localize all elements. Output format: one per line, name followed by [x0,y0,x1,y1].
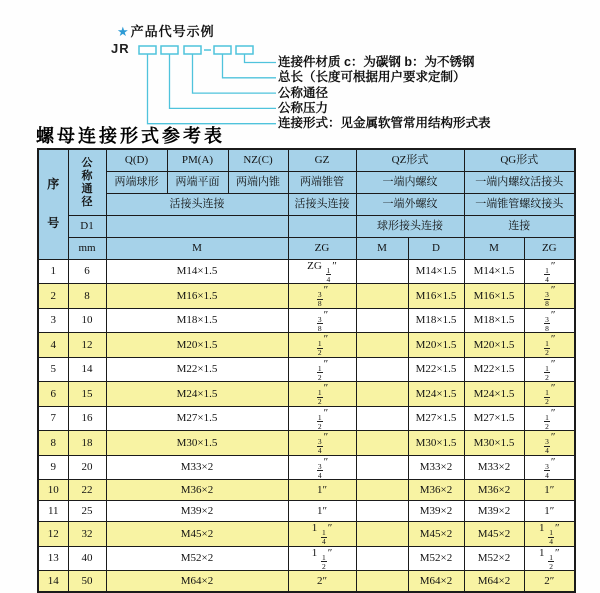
cell-qg-zg: $\frac{3}{8}$ ″ [524,284,575,309]
cell-no: 12 [38,522,68,547]
header-row-connection [38,193,575,215]
cell-qg-m: M30×1.5 [464,431,524,456]
code-prefix: JR [111,41,130,56]
header-row-d1 [38,215,575,237]
cell-dn: 8 [68,284,106,309]
cell-m: M45×2 [106,522,288,547]
table-row [38,431,575,456]
cell-m: M22×1.5 [106,357,288,382]
table-row [38,308,575,333]
connector-line [193,54,277,93]
connector-line [170,54,277,108]
subtype-qg: 一端内螺纹活接头 [464,171,575,193]
cell-no: 2 [38,284,68,309]
cell-m: M33×2 [106,455,288,480]
cell-qz-m [356,259,408,284]
diagram-label: 公称通径 [278,85,329,100]
cell-no: 11 [38,501,68,522]
connector-line [245,54,277,63]
cell-m: M16×1.5 [106,284,288,309]
cell-no: 4 [38,333,68,358]
table-row [38,333,575,358]
col-header-pma: PM(A) [167,149,228,171]
cell-gz: 1 $\frac{1}{4}$ ″ [288,522,356,547]
table-row [38,382,575,407]
cell-qz-m [356,382,408,407]
col-header-qg: QG形式 [464,149,575,171]
cell-qg-zg: $\frac{1}{4}$ ″ [524,259,575,284]
cell-dn: 32 [68,522,106,547]
cell-qz-d: M18×1.5 [408,308,464,333]
cell-no: 7 [38,406,68,431]
cell-qg-m: M52×2 [464,546,524,571]
cell-qg-zg: 2″ [524,571,575,592]
cell-no: 6 [38,382,68,407]
dn-vertical-label: 公 称 通 径 [81,156,93,208]
cell-no: 1 [38,259,68,284]
table-row [38,455,575,480]
subtype-qd: 两端球形 [106,171,167,193]
cell-gz: $\frac{1}{2}$ ″ [288,382,356,407]
cell-qz-d: M33×2 [408,455,464,480]
connection-union-left: 活接头连接 [106,193,288,215]
cell-qg-zg: $\frac{1}{2}$ ″ [524,406,575,431]
cell-qg-zg: $\frac{3}{4}$ ″ [524,431,575,456]
cell-qg-zg: $\frac{1}{2}$ ″ [524,333,575,358]
cell-m: M30×1.5 [106,431,288,456]
cell-qz-d: M20×1.5 [408,333,464,358]
connector-line [148,54,277,124]
cell-qg-zg: $\frac{1}{2}$ ″ [524,382,575,407]
cell-qg-m: M27×1.5 [464,406,524,431]
cell-qg-m: M14×1.5 [464,259,524,284]
cell-qz-d: M16×1.5 [408,284,464,309]
cell-gz: $\frac{1}{2}$ ″ [288,406,356,431]
cell-no: 13 [38,546,68,571]
cell-qg-zg: 1 $\frac{1}{2}$ ″ [524,546,575,571]
cell-qg-m: M64×2 [464,571,524,592]
cell-qg-m: M20×1.5 [464,333,524,358]
cell-m: M18×1.5 [106,308,288,333]
ball-joint-connection: 球形接头连接 [356,215,464,237]
connection-label: 连接 [464,215,575,237]
thread-qg-zg: ZG [524,237,575,259]
code-field-box [161,46,178,54]
code-field-box [139,46,156,54]
cell-qg-zg: $\frac{3}{8}$ ″ [524,308,575,333]
d1-empty-gz [288,215,356,237]
col-header-dn [68,149,106,215]
header-row-types [38,149,575,171]
cell-gz: $\frac{3}{8}$ ″ [288,308,356,333]
cell-qz-m [356,406,408,431]
cell-qg-zg: 1 $\frac{1}{4}$ ″ [524,522,575,547]
cell-qg-m: M16×1.5 [464,284,524,309]
cell-qg-m: M22×1.5 [464,357,524,382]
cell-gz: $\frac{3}{8}$ ″ [288,284,356,309]
code-field-box [236,46,253,54]
cell-qg-zg: 1″ [524,501,575,522]
cell-gz: $\frac{1}{2}$ ″ [288,357,356,382]
connection-qz-external: 一端外螺纹 [356,193,464,215]
cell-qz-m [356,522,408,547]
cell-qg-zg: $\frac{3}{4}$ ″ [524,455,575,480]
cell-dn: 40 [68,546,106,571]
cell-no: 3 [38,308,68,333]
cell-gz: 1″ [288,480,356,501]
col-header-nzc: NZ(C) [228,149,288,171]
cell-dn: 10 [68,308,106,333]
cell-qz-m [356,357,408,382]
cell-qz-d: M30×1.5 [408,431,464,456]
thread-qz-d: D [408,237,464,259]
table-body [38,259,575,592]
cell-qg-m: M39×2 [464,501,524,522]
cell-qg-zg: $\frac{1}{2}$ ″ [524,357,575,382]
subtype-pma: 两端平面 [167,171,228,193]
cell-qz-d: M39×2 [408,501,464,522]
diagram-label: 连接件材质 c：为碳钢 b：为不锈钢 [278,55,475,69]
cell-qz-d: M27×1.5 [408,406,464,431]
cell-qz-m [356,308,408,333]
cell-gz: $\frac{3}{4}$ ″ [288,431,356,456]
col-header-qz: QZ形式 [356,149,464,171]
cell-qz-m [356,333,408,358]
connection-qg-taper: 一端锥管螺纹接头 [464,193,575,215]
table-row [38,259,575,284]
cell-qz-d: M24×1.5 [408,382,464,407]
subtype-gz: 两端锥管 [288,171,356,193]
code-field-box [184,46,201,54]
header-row-units [38,237,575,259]
cell-dn: 16 [68,406,106,431]
col-header-qd: Q(D) [106,149,167,171]
cell-qz-d: M52×2 [408,546,464,571]
table-row [38,522,575,547]
thread-m: M [106,237,288,259]
cell-m: M24×1.5 [106,382,288,407]
thread-zg: ZG [288,237,356,259]
cell-no: 14 [38,571,68,592]
cell-gz: 1 $\frac{1}{2}$ ″ [288,546,356,571]
cell-qz-m [356,571,408,592]
product-code-example-title [117,21,215,40]
cell-dn: 6 [68,259,106,284]
col-header-gz: GZ [288,149,356,171]
cell-qz-d: M14×1.5 [408,259,464,284]
cell-qz-m [356,431,408,456]
thread-qz-m: M [356,237,408,259]
cell-gz: 2″ [288,571,356,592]
cell-qg-m: M45×2 [464,522,524,547]
cell-qg-m: M33×2 [464,455,524,480]
cell-dn: 15 [68,382,106,407]
cell-qg-m: M24×1.5 [464,382,524,407]
cell-gz: $\frac{3}{4}$ ″ [288,455,356,480]
d1-empty-left [106,215,288,237]
cell-m: M64×2 [106,571,288,592]
diagram-label: 总长（长度可根据用户要求定制） [278,70,466,85]
cell-no: 9 [38,455,68,480]
subtype-nzc: 两端内锥 [228,171,288,193]
col-header-seq [38,149,68,259]
cell-qz-d: M45×2 [408,522,464,547]
connector-line [223,54,277,78]
cell-qz-d: M64×2 [408,571,464,592]
diagram-label: 公称压力 [278,100,329,115]
cell-m: M20×1.5 [106,333,288,358]
cell-no: 5 [38,357,68,382]
cell-m: M27×1.5 [106,406,288,431]
cell-qz-m [356,284,408,309]
table-row [38,571,575,592]
d1-label: D1 [68,215,106,237]
cell-m: M36×2 [106,480,288,501]
cell-qz-m [356,480,408,501]
cell-dn: 12 [68,333,106,358]
cell-qz-d: M36×2 [408,480,464,501]
cell-m: M52×2 [106,546,288,571]
product-code-title-text: 产品代号示例 [130,24,215,39]
seq-vertical-label: 序 号 [47,177,60,231]
cell-qg-m: M18×1.5 [464,308,524,333]
star-icon: ★ [117,24,130,39]
diagram-label: 连接形式：见金属软管常用结构形式表 [278,116,491,131]
table-row [38,284,575,309]
cell-m: M14×1.5 [106,259,288,284]
table-row [38,480,575,501]
cell-dn: 18 [68,431,106,456]
subtype-qz: 一端内螺纹 [356,171,464,193]
nut-connection-table [37,148,576,593]
connection-union-gz: 活接头连接 [288,193,356,215]
cell-qz-m [356,455,408,480]
table-title: 螺母连接形式参考表 [36,126,225,146]
cell-no: 10 [38,480,68,501]
thread-qg-m: M [464,237,524,259]
table-row [38,357,575,382]
cell-dn: 25 [68,501,106,522]
cell-no: 8 [38,431,68,456]
cell-gz: $\frac{1}{2}$ ″ [288,333,356,358]
table-row [38,406,575,431]
cell-qg-m: M36×2 [464,480,524,501]
cell-dn: 14 [68,357,106,382]
cell-qz-d: M22×1.5 [408,357,464,382]
cell-gz: 1″ [288,501,356,522]
table-row [38,501,575,522]
code-field-box [214,46,231,54]
header-row-subtypes [38,171,575,193]
mm-label: mm [68,237,106,259]
cell-gz: ZG $\frac{1}{4}$ ″ [288,259,356,284]
cell-m: M39×2 [106,501,288,522]
cell-dn: 22 [68,480,106,501]
cell-qz-m [356,501,408,522]
cell-dn: 50 [68,571,106,592]
cell-dn: 20 [68,455,106,480]
cell-qg-zg: 1″ [524,480,575,501]
